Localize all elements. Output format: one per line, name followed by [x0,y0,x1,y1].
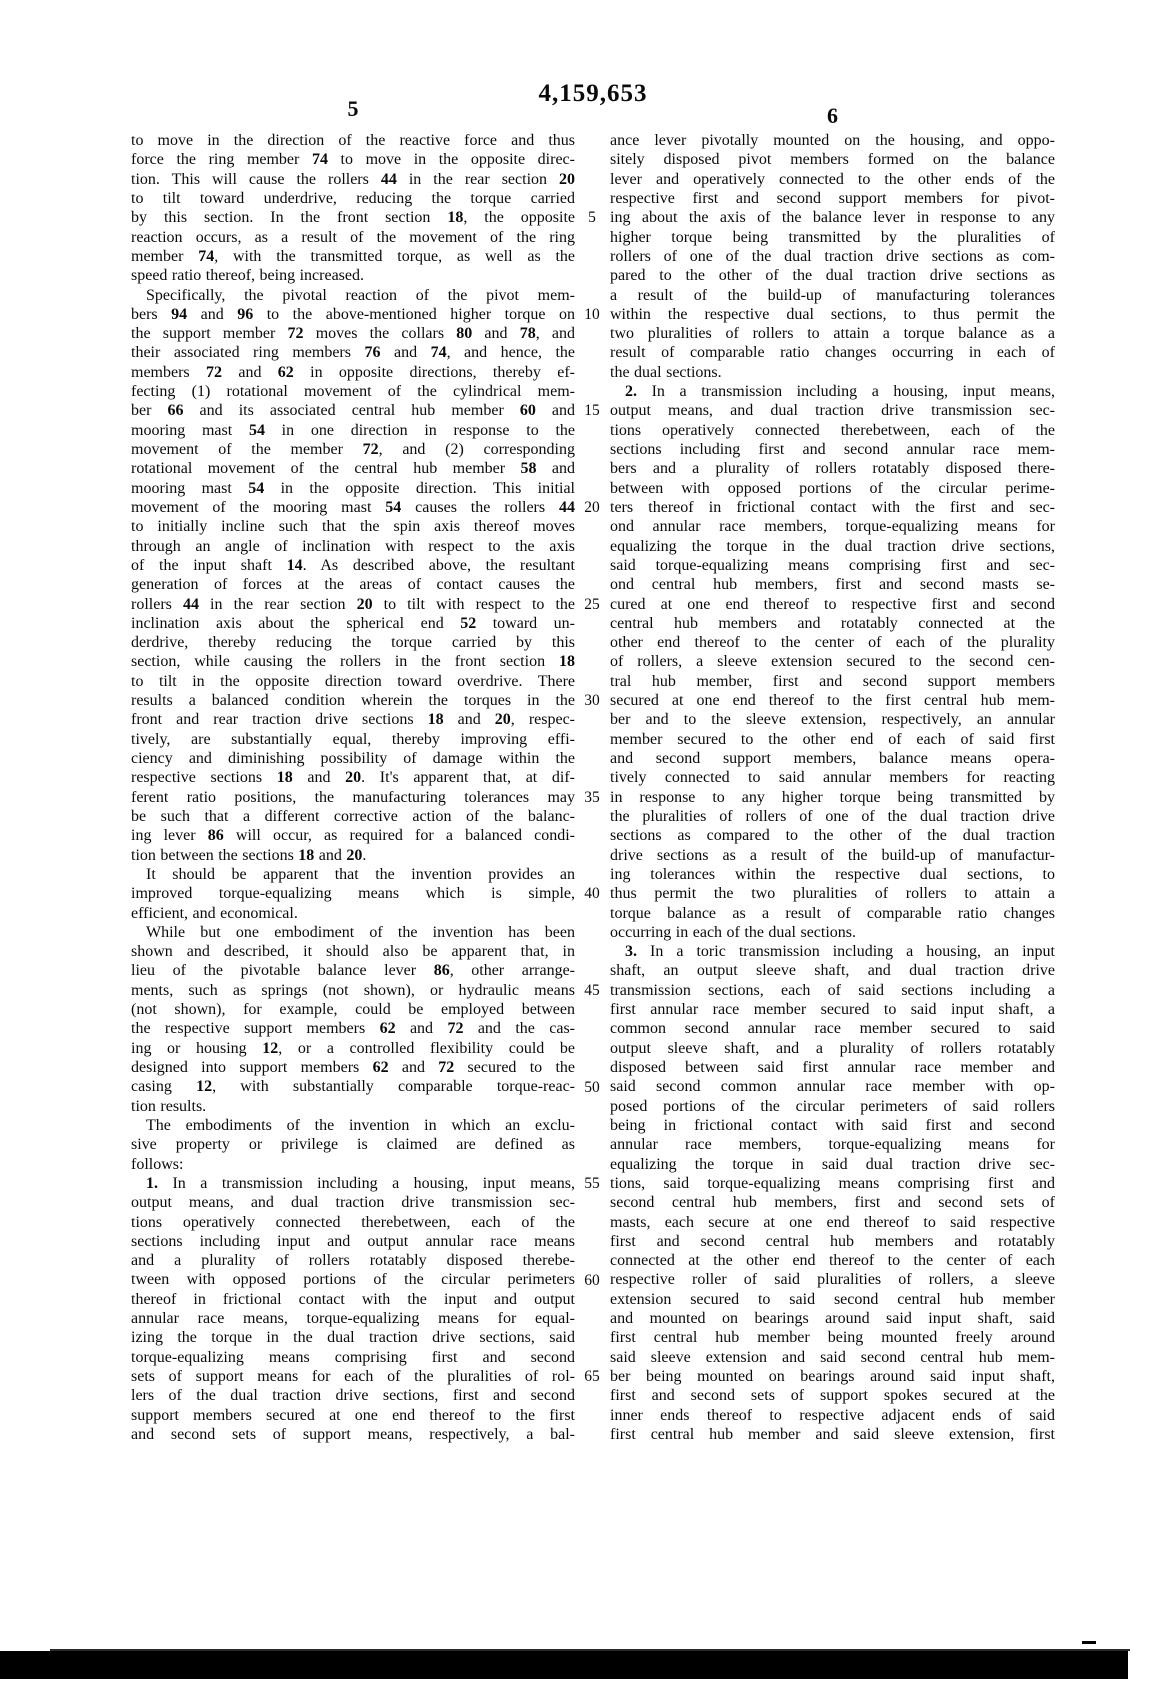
text-line: drive sections as a result of the build-up of manufactur- [610,846,1055,864]
text-line: in response to any higher torque being transmitted by [610,788,1055,806]
text-line: members 72 and 62 in opposite directions, thereby ef- [131,363,575,381]
line-number: 50 [584,1078,600,1096]
text-line: generation of forces at the areas of contact causes the [131,576,575,594]
text-line: mooring mast 54 in one direction in response to the [131,421,575,439]
text-line: pared to the other of the dual traction drive sections as [610,267,1055,285]
text-line: said second common annular race member with op- [610,1078,1055,1096]
text-line: sive property or privilege is claimed are defined as [131,1136,575,1154]
right-column-text [610,131,1055,1444]
text-line: lers of the dual traction drive sections, first and second [131,1387,575,1405]
text-line: higher torque being transmitted by the pluralities of [610,228,1055,246]
text-line: ters thereof in frictional contact with the first and sec- [610,498,1055,516]
text-line: designed into support members 62 and 72 secured to the [131,1059,575,1076]
text-line: follows: [131,1155,184,1173]
text-line: lever and operatively connected to the other ends of the [610,170,1055,188]
text-line: two pluralities of rollers to attain a torque balance as a [610,325,1055,343]
text-line: movement of the member 72, and (2) corresponding [131,441,575,458]
text-line: member secured to the other end of each of said first [610,730,1055,748]
text-line: through an angle of inclination with respect to the axis [131,537,575,555]
text-line: ing or housing 12, or a controlled flexibility could be [131,1039,575,1057]
text-line: first central hub member being mounted freely around [610,1329,1055,1347]
text-line: rollers of one of the dual traction drive sections as com- [610,247,1055,265]
text-line: reaction occurs, as a result of the movement of the ring [131,228,575,246]
text-line: output sleeve shaft, and a plurality of rollers rotatably [610,1039,1055,1057]
text-line: ments, such as springs (not shown), or hydraulic means [131,981,575,999]
line-number: 10 [584,305,600,323]
text-line: tion. This will cause the rollers 44 in the rear section 20 [131,170,575,188]
text-line: member 74, with the transmitted torque, as well as the [131,247,575,265]
text-line: sections as compared to the other of the dual traction [610,827,1055,845]
left-column-page-number: 5 [347,96,359,121]
text-line: their associated ring members 76 and 74, and hence, the [131,344,575,362]
text-line: rollers 44 in the rear section 20 to tilt with respect to the [131,595,575,613]
text-line: speed ratio thereof, being increased. [131,267,365,285]
text-line: inner ends thereof to respective adjacent ends of said [610,1406,1055,1424]
text-line: extension secured to said second central hub member [610,1290,1055,1308]
text-line: thereof in frictional contact with the input and output [131,1290,575,1308]
text-line: sitely disposed pivot members formed on the balance [610,151,1055,169]
text-line: a result of the build-up of manufacturing tolerances [610,286,1055,304]
patent-number: 4,159,653 [538,80,648,107]
text-line: shown and described, it should also be apparent that, in [131,943,575,961]
text-line: result of comparable ratio changes occurring in each of [610,344,1055,362]
text-line: the respective support members 62 and 72 and the cas- [131,1020,575,1038]
text-line: output means, and dual traction drive transmission sec- [131,1194,575,1212]
line-number-gutter [576,131,608,1445]
text-line: front and rear traction drive sections 18 and 20, respec- [131,711,575,729]
text-line: force the ring member 74 to move in the opposite direc- [131,151,575,169]
text-line: thus permit the two pluralities of rollers to attain a [610,885,1055,903]
text-line: ber being mounted on bearings around said input shaft, [610,1368,1055,1385]
text-line: and second sets of support means, respectively, a bal- [131,1425,575,1443]
line-number: 30 [584,692,600,710]
text-line: and second support members, balance means opera- [610,750,1055,767]
scan-artifact-bar [0,1651,1128,1679]
text-line: by this section. In the front section 18, the opposite [131,209,575,227]
text-line: ferent ratio positions, the manufacturing tolerances may [131,788,575,806]
text-line: shaft, an output sleeve shaft, and dual traction drive [610,962,1055,980]
text-line: ber and to the sleeve extension, respectively, an annular [610,711,1055,729]
text-line: inclination axis about the spherical end 52 toward un- [131,614,575,632]
text-line: torque-equalizing means comprising first and second [131,1348,575,1366]
text-line: It should be apparent that the invention provides an [146,865,575,883]
text-line: tively, are substantially equal, thereby improving effi- [131,730,575,748]
text-line: posed portions of the circular perimeters of said rollers [610,1097,1055,1115]
text-line: said sleeve extension and said second central hub mem- [610,1348,1055,1366]
text-line: be such that a different corrective action of the balanc- [131,807,575,825]
text-line: respective sections 18 and 20. It's apparent that, at dif- [131,769,575,787]
text-line: within the respective dual sections, to thus permit the [610,305,1055,323]
text-line: movement of the mooring mast 54 causes the rollers 44 [131,498,575,516]
text-line: izing the torque in the dual traction drive sections, said [131,1329,575,1347]
line-number: 5 [588,209,596,227]
text-line: common second annular race member secured to said [610,1020,1055,1038]
text-line: 2. In a transmission including a housing, input means, [625,383,1055,401]
text-line: secured at one end thereof to the first central hub mem- [610,692,1055,710]
text-line: disposed between said first annular race member and [610,1059,1055,1076]
text-line: rotational movement of the central hub member 58 and [131,460,575,478]
text-line: 1. In a transmission including a housing, input means, [146,1174,575,1192]
text-line: sets of support means for each of the pluralities of rol- [131,1368,575,1385]
line-number: 60 [584,1271,600,1289]
text-line: support members secured at one end thereof to the first [131,1406,575,1424]
text-line: respective roller of said pluralities of rollers, a sleeve [610,1271,1055,1289]
text-line: tion between the sections 18 and 20. [131,846,367,864]
line-number: 45 [584,982,600,1000]
text-line: and mounted on bearings around said input shaft, said [610,1310,1055,1328]
text-line: the dual sections. [610,363,722,381]
text-line: (not shown), for example, could be employed between [131,1001,575,1019]
text-line: other end thereof to the center of each of the plurality [610,634,1055,652]
line-number: 55 [584,1175,600,1193]
line-number: 40 [584,885,600,903]
text-line: annular race members, torque-equalizing means for [610,1136,1055,1154]
scan-artifact-speck [1082,1641,1096,1644]
text-line: being in frictional contact with said first and second [610,1116,1055,1134]
text-line: said torque-equalizing means comprising first and sec- [610,556,1055,574]
text-line: bers 94 and 96 to the above-mentioned higher torque on [131,305,575,323]
text-line: tions operatively connected therebetween, each of the [610,421,1055,439]
text-line: tion results. [131,1097,207,1115]
text-line: to tilt toward underdrive, reducing the torque carried [131,189,575,207]
text-line: derdrive, thereby reducing the torque carried by this [131,634,575,652]
text-line: results a balanced condition wherein the torques in the [131,692,575,710]
right-column-page-number: 6 [827,103,838,128]
text-line: masts, each secure at one end thereof to said respective [610,1213,1055,1231]
text-line: first and second sets of support spokes secured at the [610,1387,1055,1405]
text-line: mooring mast 54 in the opposite direction. This initial [131,479,575,497]
text-line: connected at the other end thereof to the center of each [610,1252,1055,1270]
text-line: first annular race member secured to said input shaft, a [610,1001,1055,1019]
text-line: sections including input and output annular race means [131,1232,575,1250]
text-line: ing lever 86 will occur, as required for a balanced condi- [131,827,575,845]
text-line: improved torque-equalizing means which is simple, [131,885,575,903]
text-line: ciency and diminishing possibility of damage within the [131,750,575,767]
text-line: annular race means, torque-equalizing means for equal- [131,1310,575,1328]
text-line: and a plurality of rollers rotatably disposed therebe- [131,1252,575,1270]
text-line: Specifically, the pivotal reaction of the pivot mem- [146,286,575,304]
text-line: to move in the direction of the reactive force and thus [131,132,575,149]
text-line: output means, and dual traction drive transmission sec- [610,402,1055,420]
text-line: the pluralities of rollers of one of the dual traction drive [610,807,1055,825]
text-line: torque balance as a result of comparable ratio changes [610,904,1055,922]
text-line: sections including first and second annular race mem- [610,441,1055,458]
text-line: efficient, and economical. [131,904,298,922]
left-column-text [131,131,575,1444]
text-line: section, while causing the rollers in the front section 18 [131,653,575,671]
text-line: tions, said torque-equalizing means comprising first and [610,1174,1055,1192]
text-line: between with opposed portions of the circular perime- [610,479,1055,497]
text-line: tively connected to said annular members for reacting [610,769,1055,787]
text-line: equalizing the torque in said dual traction drive sec- [610,1155,1055,1173]
text-line: cured at one end thereof to respective first and second [610,595,1055,613]
line-number: 20 [584,499,600,517]
text-line: equalizing the torque in the dual traction drive sections, [610,537,1055,555]
text-line: first central hub member and said sleeve extension, first [610,1425,1055,1443]
text-line: lieu of the pivotable balance lever 86, other arrange- [131,962,575,980]
text-line: While but one embodiment of the invention has been [146,923,575,941]
line-number: 65 [584,1368,600,1386]
text-line: 3. In a toric transmission including a housing, an input [625,943,1055,961]
text-line: ing about the axis of the balance lever in response to any [610,209,1055,227]
line-number: 15 [584,402,600,420]
text-line: ance lever pivotally mounted on the housing, and oppo- [610,132,1055,149]
text-line: the support member 72 moves the collars 80 and 78, and [131,325,575,343]
text-line: tions operatively connected therebetween, each of the [131,1213,575,1231]
text-line: of rollers, a sleeve extension secured to the second cen- [610,653,1055,671]
text-line: fecting (1) rotational movement of the cylindrical mem- [131,383,575,401]
text-line: first and second central hub members and rotatably [610,1232,1055,1250]
text-line: The embodiments of the invention in which an exclu- [146,1116,575,1134]
text-line: tral hub member, first and second support members [610,672,1055,690]
text-line: tween with opposed portions of the circular perimeters [131,1271,575,1289]
text-line: ing tolerances within the respective dual sections, to [610,865,1055,883]
text-line: casing 12, with substantially comparable torque-reac- [131,1078,575,1096]
text-line: ond central hub members, first and second masts se- [610,576,1055,594]
text-line: ber 66 and its associated central hub member 60 and [131,402,575,420]
text-line: bers and a plurality of rollers rotatably disposed there- [610,460,1055,478]
text-line: transmission sections, each of said sections including a [610,981,1055,999]
text-line: second central hub members, first and second sets of [610,1194,1055,1212]
text-line: to initially incline such that the spin axis thereof moves [131,518,575,536]
text-line: central hub members and rotatably connected at the [610,614,1055,632]
text-line: ond annular race members, torque-equalizing means for [610,518,1055,536]
line-number: 25 [584,595,600,613]
text-line: respective first and second support members for pivot- [610,189,1055,207]
line-number: 35 [584,788,600,806]
text-line: occurring in each of the dual sections. [610,923,857,941]
text-line: to tilt in the opposite direction toward overdrive. There [131,672,575,690]
text-line: of the input shaft 14. As described above, the resultant [131,556,575,574]
